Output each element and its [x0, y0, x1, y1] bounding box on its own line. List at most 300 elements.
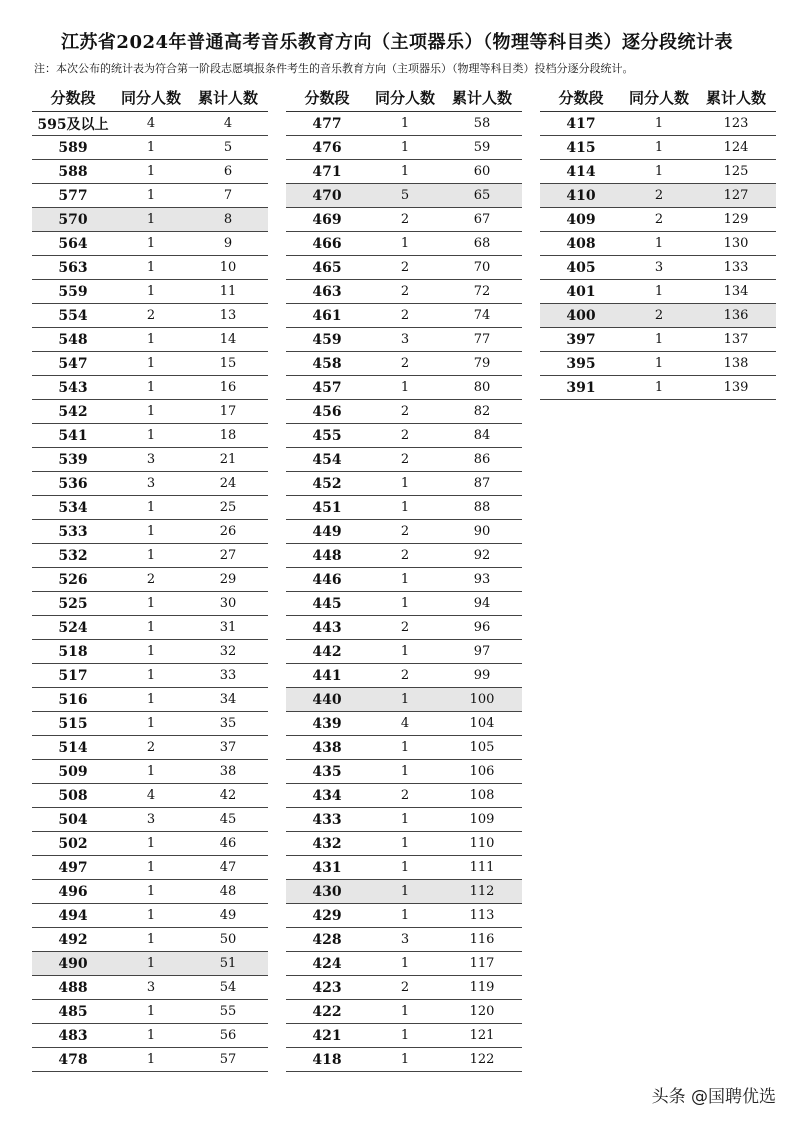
cumulative-cell: 34: [219, 692, 237, 707]
cumulative-cell: 104: [469, 716, 495, 731]
score-cell: 405: [566, 259, 596, 276]
same-count-cell: 4: [146, 788, 156, 803]
cumulative-cell: 10: [219, 260, 237, 275]
score-cell: 496: [58, 883, 88, 900]
cumulative-cell: 24: [219, 476, 237, 491]
score-cell: 492: [58, 931, 88, 948]
table-row: [286, 208, 522, 232]
table-row: [32, 352, 268, 376]
same-count-cell: 1: [146, 1052, 156, 1067]
same-count-cell: 1: [400, 644, 410, 659]
table-row: [286, 928, 522, 952]
score-cell: 418: [312, 1051, 342, 1068]
score-cell: 525: [58, 595, 88, 612]
cumulative-cell: 92: [473, 548, 491, 563]
table-row: [32, 904, 268, 928]
table-row: [540, 184, 776, 208]
cumulative-cell: 54: [219, 980, 237, 995]
same-count-cell: 3: [400, 332, 410, 347]
table-row: [32, 136, 268, 160]
table-header: [286, 84, 522, 112]
cumulative-cell: 108: [469, 788, 495, 803]
table-row: [32, 496, 268, 520]
cumulative-cell: 68: [473, 236, 491, 251]
score-table-column-1: [32, 84, 268, 1072]
table-row: [32, 688, 268, 712]
same-count-cell: 1: [654, 236, 664, 251]
same-count-cell: 1: [146, 140, 156, 155]
score-cell: 435: [312, 763, 342, 780]
cumulative-cell: 25: [219, 500, 237, 515]
header-cumulative: 累计人数: [451, 89, 512, 107]
same-count-cell: 1: [146, 860, 156, 875]
table-row: [286, 136, 522, 160]
score-cell: 554: [58, 307, 88, 324]
score-cell: 397: [566, 331, 596, 348]
table-row: [32, 544, 268, 568]
table-row: [32, 664, 268, 688]
same-count-cell: 1: [400, 908, 410, 923]
cumulative-cell: 5: [223, 140, 233, 155]
same-count-cell: 1: [146, 836, 156, 851]
score-cell: 465: [312, 259, 342, 276]
table-header: [32, 84, 268, 112]
cumulative-cell: 133: [723, 260, 749, 275]
table-row: [286, 376, 522, 400]
same-count-cell: 1: [400, 476, 410, 491]
score-cell: 595及以上: [37, 116, 109, 133]
cumulative-cell: 96: [473, 620, 491, 635]
watermark: 头条 @国聘优选: [651, 1087, 776, 1107]
score-cell: 442: [312, 643, 342, 660]
cumulative-cell: 9: [223, 236, 233, 251]
cumulative-cell: 120: [469, 1004, 495, 1019]
table-row: [32, 472, 268, 496]
score-cell: 589: [58, 139, 88, 156]
score-cell: 458: [312, 355, 342, 372]
header-same-count: 同分人数: [120, 89, 181, 107]
cumulative-cell: 15: [219, 356, 237, 371]
same-count-cell: 1: [400, 500, 410, 515]
header-cumulative: 累计人数: [197, 89, 258, 107]
table-row: [286, 544, 522, 568]
score-cell: 547: [58, 355, 88, 372]
same-count-cell: 1: [146, 212, 156, 227]
table-row: [32, 952, 268, 976]
table-row: [32, 424, 268, 448]
same-count-cell: 1: [400, 572, 410, 587]
score-cell: 443: [312, 619, 342, 636]
score-cell: 570: [58, 211, 88, 228]
same-count-cell: 2: [146, 572, 156, 587]
table-row: [286, 736, 522, 760]
same-count-cell: 1: [400, 1004, 410, 1019]
same-count-cell: 1: [400, 1052, 410, 1067]
score-cell: 470: [312, 187, 342, 204]
score-cell: 516: [58, 691, 88, 708]
table-row: [286, 448, 522, 472]
same-count-cell: 1: [146, 1028, 156, 1043]
cumulative-cell: 27: [219, 548, 237, 563]
header-cumulative: 累计人数: [705, 89, 766, 107]
same-count-cell: 1: [400, 812, 410, 827]
score-cell: 532: [58, 547, 88, 564]
cumulative-cell: 106: [469, 764, 495, 779]
cumulative-cell: 58: [473, 116, 491, 131]
table-row: [286, 400, 522, 424]
cumulative-cell: 57: [219, 1052, 237, 1067]
cumulative-cell: 47: [219, 860, 237, 875]
table-row: [286, 328, 522, 352]
table-row: [286, 904, 522, 928]
score-cell: 509: [58, 763, 88, 780]
same-count-cell: 1: [400, 596, 410, 611]
same-count-cell: 2: [146, 308, 156, 323]
score-cell: 517: [58, 667, 88, 684]
same-count-cell: 1: [146, 284, 156, 299]
same-count-cell: 3: [146, 452, 156, 467]
table-row: [286, 184, 522, 208]
table-row: [32, 112, 268, 136]
table-note: 注：本次公布的统计表为符合第一阶段志愿填报条件考生的音乐教育方向（主项器乐）（物理等科目类）投档分逐分段统计。: [34, 62, 634, 75]
same-count-cell: 1: [146, 332, 156, 347]
cumulative-cell: 100: [469, 692, 495, 707]
cumulative-cell: 79: [473, 356, 491, 371]
score-cell: 488: [58, 979, 88, 996]
table-row: [286, 1000, 522, 1024]
score-cell: 415: [566, 139, 596, 156]
same-count-cell: 1: [400, 884, 410, 899]
score-cell: 429: [312, 907, 342, 924]
table-row: [286, 160, 522, 184]
table-row: [286, 352, 522, 376]
same-count-cell: 1: [654, 284, 664, 299]
score-table-column-2: [286, 84, 522, 1072]
same-count-cell: 3: [146, 476, 156, 491]
same-count-cell: 5: [400, 188, 410, 203]
score-cell: 421: [312, 1027, 342, 1044]
table-row: [32, 760, 268, 784]
same-count-cell: 1: [146, 236, 156, 251]
table-row: [286, 472, 522, 496]
score-cell: 539: [58, 451, 88, 468]
score-cell: 518: [58, 643, 88, 660]
same-count-cell: 2: [400, 428, 410, 443]
score-cell: 401: [566, 283, 596, 300]
table-row: [286, 520, 522, 544]
table-row: [32, 568, 268, 592]
table-row: [286, 760, 522, 784]
table-row: [540, 280, 776, 304]
table-row: [286, 784, 522, 808]
table-row: [286, 232, 522, 256]
table-row: [32, 232, 268, 256]
same-count-cell: 2: [654, 308, 664, 323]
same-count-cell: 2: [400, 620, 410, 635]
same-count-cell: 4: [146, 116, 156, 131]
cumulative-cell: 11: [219, 284, 237, 299]
table-row: [32, 208, 268, 232]
table-row: [286, 952, 522, 976]
score-cell: 536: [58, 475, 88, 492]
table-row: [286, 640, 522, 664]
table-row: [540, 232, 776, 256]
table-row: [286, 808, 522, 832]
cumulative-cell: 55: [219, 1004, 237, 1019]
score-cell: 422: [312, 1003, 342, 1020]
score-cell: 564: [58, 235, 88, 252]
table-row: [286, 1048, 522, 1072]
score-cell: 434: [312, 787, 342, 804]
same-count-cell: 1: [146, 1004, 156, 1019]
table-row: [32, 1048, 268, 1072]
cumulative-cell: 35: [219, 716, 237, 731]
score-cell: 439: [312, 715, 342, 732]
same-count-cell: 1: [146, 260, 156, 275]
score-cell: 508: [58, 787, 88, 804]
score-cell: 463: [312, 283, 342, 300]
cumulative-cell: 99: [473, 668, 491, 683]
score-cell: 451: [312, 499, 342, 516]
score-cell: 485: [58, 1003, 88, 1020]
cumulative-cell: 90: [473, 524, 491, 539]
cumulative-cell: 18: [219, 428, 237, 443]
cumulative-cell: 113: [469, 908, 495, 923]
header-score: 分数段: [304, 89, 350, 107]
table-row: [286, 856, 522, 880]
same-count-cell: 1: [146, 596, 156, 611]
cumulative-cell: 137: [723, 332, 749, 347]
table-row: [540, 304, 776, 328]
cumulative-cell: 50: [219, 932, 237, 947]
same-count-cell: 1: [146, 524, 156, 539]
same-count-cell: 1: [146, 644, 156, 659]
score-cell: 454: [312, 451, 342, 468]
score-cell: 514: [58, 739, 88, 756]
cumulative-cell: 129: [723, 212, 749, 227]
same-count-cell: 1: [146, 500, 156, 515]
same-count-cell: 3: [146, 812, 156, 827]
score-cell: 478: [58, 1051, 88, 1068]
score-cell: 414: [566, 163, 596, 180]
table-row: [286, 688, 522, 712]
score-cell: 430: [312, 883, 342, 900]
cumulative-cell: 86: [473, 452, 491, 467]
cumulative-cell: 139: [723, 380, 749, 395]
table-row: [32, 160, 268, 184]
same-count-cell: 1: [146, 620, 156, 635]
score-cell: 577: [58, 187, 88, 204]
cumulative-cell: 17: [219, 404, 237, 419]
table-row: [32, 184, 268, 208]
cumulative-cell: 48: [219, 884, 237, 899]
same-count-cell: 1: [146, 716, 156, 731]
score-cell: 543: [58, 379, 88, 396]
table-row: [32, 328, 268, 352]
cumulative-cell: 60: [473, 164, 491, 179]
table-row: [286, 304, 522, 328]
cumulative-cell: 6: [223, 164, 233, 179]
table-row: [32, 616, 268, 640]
same-count-cell: 3: [400, 932, 410, 947]
table-row: [286, 112, 522, 136]
score-cell: 563: [58, 259, 88, 276]
same-count-cell: 2: [400, 668, 410, 683]
same-count-cell: 1: [400, 164, 410, 179]
table-row: [540, 160, 776, 184]
cumulative-cell: 30: [219, 596, 237, 611]
score-cell: 461: [312, 307, 342, 324]
same-count-cell: 3: [654, 260, 664, 275]
table-row: [286, 616, 522, 640]
score-cell: 541: [58, 427, 88, 444]
same-count-cell: 2: [400, 260, 410, 275]
cumulative-cell: 4: [223, 116, 233, 131]
same-count-cell: 1: [146, 548, 156, 563]
same-count-cell: 2: [400, 524, 410, 539]
same-count-cell: 2: [400, 212, 410, 227]
table-row: [32, 856, 268, 880]
cumulative-cell: 77: [473, 332, 491, 347]
same-count-cell: 1: [146, 164, 156, 179]
cumulative-cell: 51: [219, 956, 237, 971]
table-row: [286, 496, 522, 520]
cumulative-cell: 136: [723, 308, 749, 323]
score-cell: 524: [58, 619, 88, 636]
score-cell: 441: [312, 667, 342, 684]
cumulative-cell: 74: [473, 308, 491, 323]
same-count-cell: 1: [146, 884, 156, 899]
score-cell: 534: [58, 499, 88, 516]
table-row: [286, 832, 522, 856]
cumulative-cell: 130: [723, 236, 749, 251]
score-cell: 417: [566, 115, 596, 132]
score-cell: 466: [312, 235, 342, 252]
table-row: [286, 976, 522, 1000]
cumulative-cell: 65: [473, 188, 491, 203]
cumulative-cell: 121: [469, 1028, 495, 1043]
same-count-cell: 1: [654, 164, 664, 179]
table-row: [32, 832, 268, 856]
same-count-cell: 2: [400, 284, 410, 299]
cumulative-cell: 80: [473, 380, 491, 395]
table-row: [32, 736, 268, 760]
score-cell: 542: [58, 403, 88, 420]
cumulative-cell: 8: [223, 212, 233, 227]
score-cell: 449: [312, 523, 342, 540]
cumulative-cell: 49: [219, 908, 237, 923]
cumulative-cell: 59: [473, 140, 491, 155]
score-cell: 408: [566, 235, 596, 252]
cumulative-cell: 87: [473, 476, 491, 491]
table-row: [32, 976, 268, 1000]
table-row: [32, 1000, 268, 1024]
score-cell: 494: [58, 907, 88, 924]
cumulative-cell: 21: [219, 452, 237, 467]
cumulative-cell: 7: [223, 188, 233, 203]
score-cell: 504: [58, 811, 88, 828]
cumulative-cell: 105: [469, 740, 495, 755]
cumulative-cell: 38: [219, 764, 237, 779]
score-cell: 456: [312, 403, 342, 420]
table-row: [286, 424, 522, 448]
cumulative-cell: 14: [219, 332, 237, 347]
cumulative-cell: 37: [219, 740, 237, 755]
cumulative-cell: 46: [219, 836, 237, 851]
cumulative-cell: 70: [473, 260, 491, 275]
same-count-cell: 4: [400, 716, 410, 731]
same-count-cell: 1: [146, 764, 156, 779]
score-table-column-3: [540, 84, 776, 400]
score-cell: 469: [312, 211, 342, 228]
cumulative-cell: 112: [469, 884, 495, 899]
cumulative-cell: 56: [219, 1028, 237, 1043]
score-cell: 548: [58, 331, 88, 348]
same-count-cell: 1: [400, 764, 410, 779]
score-cell: 471: [312, 163, 342, 180]
table-row: [32, 400, 268, 424]
cumulative-cell: 13: [219, 308, 237, 323]
cumulative-cell: 122: [469, 1052, 495, 1067]
table-row: [286, 880, 522, 904]
score-cell: 588: [58, 163, 88, 180]
table-row: [286, 712, 522, 736]
same-count-cell: 1: [146, 668, 156, 683]
same-count-cell: 1: [654, 116, 664, 131]
cumulative-cell: 111: [469, 860, 495, 875]
cumulative-cell: 33: [219, 668, 237, 683]
cumulative-cell: 117: [469, 956, 495, 971]
score-cell: 391: [566, 379, 596, 396]
score-cell: 533: [58, 523, 88, 540]
score-cell: 459: [312, 331, 342, 348]
same-count-cell: 1: [146, 188, 156, 203]
cumulative-cell: 67: [473, 212, 491, 227]
same-count-cell: 1: [400, 116, 410, 131]
cumulative-cell: 82: [473, 404, 491, 419]
score-cell: 428: [312, 931, 342, 948]
cumulative-cell: 134: [723, 284, 749, 299]
cumulative-cell: 16: [219, 380, 237, 395]
table-row: [32, 376, 268, 400]
score-cell: 409: [566, 211, 596, 228]
cumulative-cell: 125: [723, 164, 749, 179]
cumulative-cell: 124: [723, 140, 749, 155]
score-cell: 400: [566, 307, 596, 324]
same-count-cell: 1: [146, 908, 156, 923]
score-cell: 395: [566, 355, 596, 372]
same-count-cell: 1: [146, 692, 156, 707]
score-cell: 483: [58, 1027, 88, 1044]
table-row: [540, 256, 776, 280]
score-cell: 433: [312, 811, 342, 828]
cumulative-cell: 42: [219, 788, 237, 803]
cumulative-cell: 84: [473, 428, 491, 443]
header-score: 分数段: [50, 89, 96, 107]
score-cell: 477: [312, 115, 342, 132]
table-row: [32, 640, 268, 664]
table-header: [540, 84, 776, 112]
table-row: [32, 1024, 268, 1048]
score-cell: 457: [312, 379, 342, 396]
table-row: [286, 1024, 522, 1048]
cumulative-cell: 127: [723, 188, 749, 203]
score-cell: 410: [566, 187, 596, 204]
cumulative-cell: 72: [473, 284, 491, 299]
cumulative-cell: 123: [723, 116, 749, 131]
table-row: [32, 448, 268, 472]
cumulative-cell: 32: [219, 644, 237, 659]
